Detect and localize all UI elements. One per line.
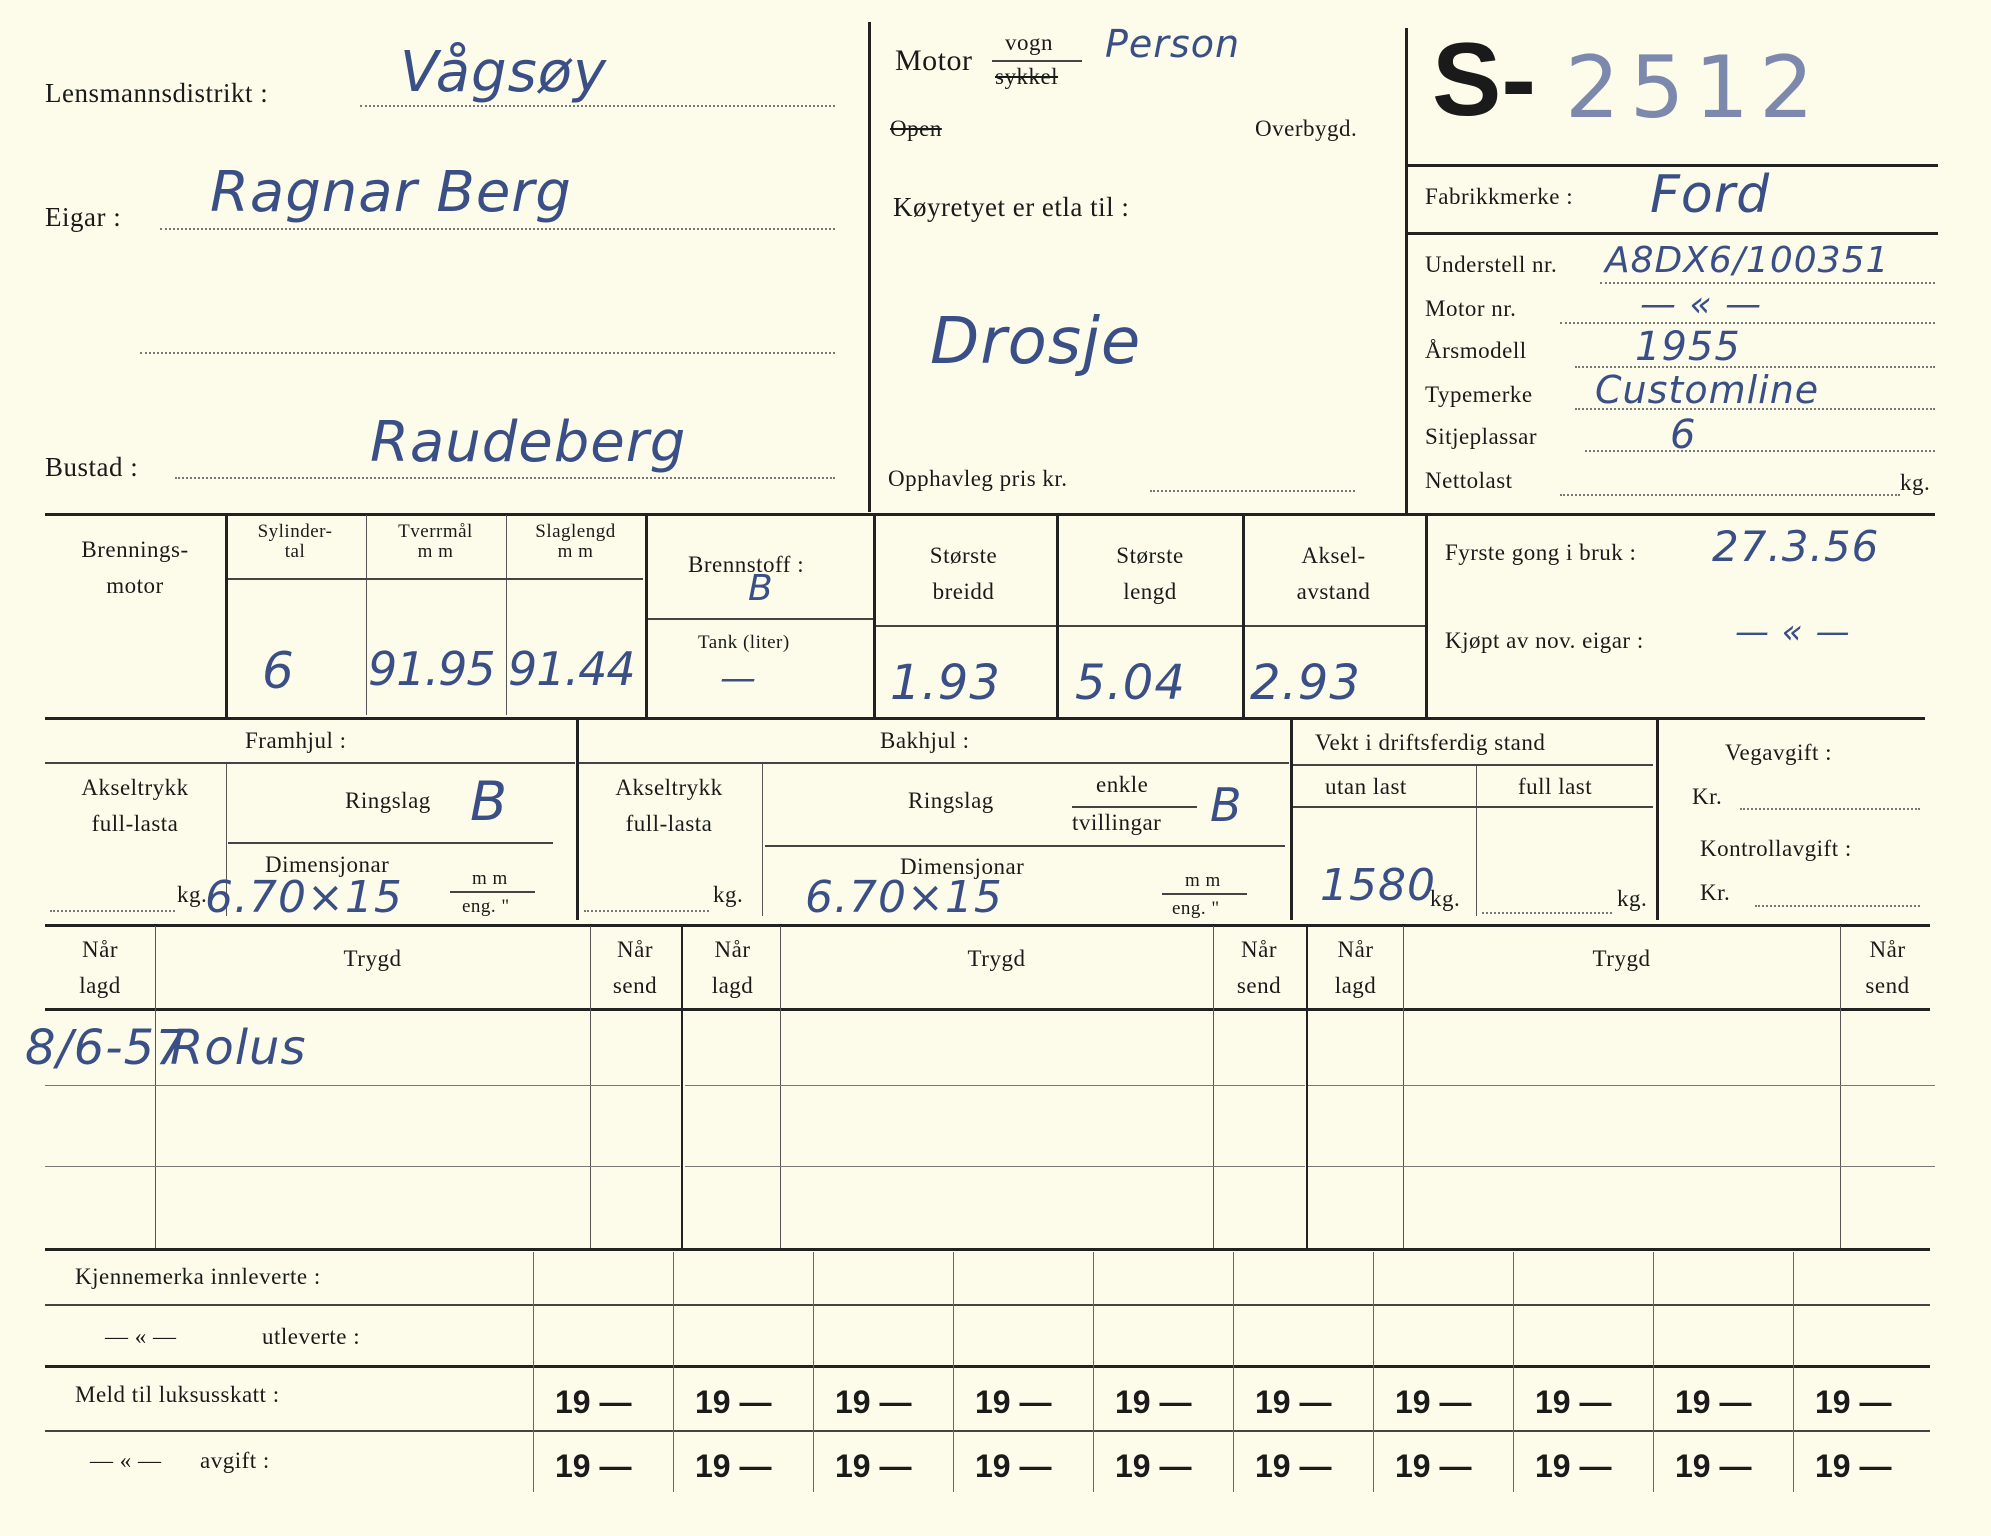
insurance-row1-date: 8/6-57	[25, 1020, 187, 1076]
net-load-line	[1560, 494, 1900, 496]
front-wheel-label: Framhjul :	[245, 728, 347, 753]
rear-ring-fraction	[1072, 806, 1197, 808]
engine-div-cyl	[366, 515, 367, 715]
rear-wheel-div	[762, 764, 763, 916]
fuel-tank-divider	[648, 618, 873, 620]
type-line	[1575, 408, 1935, 410]
axle-label: Aksel- avstand	[1296, 543, 1371, 604]
residence-value: Raudeberg	[370, 410, 687, 475]
district-line	[360, 105, 835, 107]
grid-col-divider	[533, 1252, 534, 1492]
owner-label: Eigar :	[45, 202, 122, 232]
luxury-report-label: Meld til luksusskatt :	[75, 1382, 280, 1407]
price-line	[1150, 490, 1355, 492]
insurance-row-line	[685, 1085, 1305, 1086]
grid-col-divider	[1793, 1252, 1794, 1492]
front-axle-kg: kg.	[177, 882, 208, 907]
rear-wheel-label: Bakhjul :	[880, 728, 970, 753]
grid-col-divider	[1093, 1252, 1094, 1492]
luxury-ditto: — « —	[90, 1448, 162, 1473]
rear-ring-value: B	[1210, 778, 1243, 832]
first-use-label: Fyrste gong i bruk :	[1445, 540, 1637, 565]
residence-line	[175, 477, 835, 479]
make-label: Fabrikkmerke :	[1425, 184, 1574, 209]
motor-fraction-line	[992, 60, 1082, 62]
length-divider	[1059, 625, 1242, 627]
owner-value: Ragnar Berg	[210, 160, 572, 225]
bought-label: Kjøpt av nov. eigar :	[1445, 628, 1644, 653]
grid-col-divider	[1373, 1252, 1374, 1492]
engine-type-label: Brennings- motor	[81, 537, 189, 598]
luxury-year-fee: 19 —	[1675, 1448, 1752, 1484]
insurance-trygd-header: Trygd	[967, 946, 1026, 971]
insurance-trygd-header: Trygd	[1592, 946, 1651, 971]
length-value: 5.04	[1075, 655, 1186, 711]
district-value: Vågsøy	[400, 40, 608, 105]
bore-value: 91.95	[368, 642, 495, 696]
full-load-kg: kg.	[1617, 886, 1648, 911]
front-ring-value: B	[470, 770, 509, 833]
insurance-col-divider	[590, 926, 591, 1248]
motor-label: Motor	[895, 44, 973, 77]
seats-label: Sitjeplassar	[1425, 424, 1538, 449]
no-load-value: 1580	[1320, 860, 1436, 911]
insurance-group-divider	[681, 926, 683, 1248]
wheels-div-1	[576, 720, 579, 920]
engine-subheader-line	[228, 578, 643, 580]
wheels-div-3	[1656, 720, 1659, 920]
rear-ring-divider	[765, 845, 1285, 847]
rear-dim-value: 6.70×15	[805, 872, 1003, 923]
motor-value: Person	[1105, 22, 1241, 66]
net-load-unit: kg.	[1900, 470, 1931, 495]
front-dim-label: Dimensjonar	[265, 852, 390, 877]
engine-div-5	[1242, 515, 1245, 717]
tank-value: —	[720, 658, 757, 699]
grid-col-divider	[953, 1252, 954, 1492]
luxury-fee-label: avgift :	[200, 1448, 270, 1473]
insurance-row-line	[1308, 1166, 1935, 1167]
rear-dim-eng: eng. "	[1172, 898, 1220, 919]
front-dim-value: 6.70×15	[205, 872, 403, 923]
stroke-value: 91.44	[508, 642, 635, 696]
insurance-row-line	[1308, 1085, 1935, 1086]
price-label: Opphavleg pris kr.	[888, 466, 1068, 491]
width-label: Største breidd	[929, 543, 998, 604]
luxury-year-fee: 19 —	[1395, 1448, 1472, 1484]
owner-line-2	[140, 352, 835, 354]
rear-axle-load-label: Akseltrykk full-lasta	[615, 775, 723, 836]
luxury-year-report: 19 —	[1675, 1384, 1752, 1420]
bought-value: — « —	[1735, 612, 1851, 652]
front-ring-divider	[228, 842, 553, 844]
rear-dim-mm: m m	[1185, 870, 1221, 891]
luxury-year-report: 19 —	[835, 1384, 912, 1420]
motor-sykkel: sykkel	[995, 64, 1059, 89]
tank-label: Tank (liter)	[698, 632, 790, 653]
cyl-label: Sylinder- tal	[257, 521, 333, 562]
luxury-year-report: 19 —	[695, 1384, 772, 1420]
stroke-label: Slaglengd m m	[535, 521, 616, 562]
plates-returned-label: Kjennemerka innleverte :	[75, 1264, 321, 1289]
front-ring-label: Ringslag	[345, 788, 431, 813]
luxury-year-report: 19 —	[975, 1384, 1052, 1420]
no-load-kg: kg.	[1430, 886, 1461, 911]
insurance-col-divider	[155, 926, 156, 1248]
luxury-year-fee: 19 —	[695, 1448, 772, 1484]
insurance-col-divider	[1213, 926, 1214, 1248]
intended-use-value: Drosje	[930, 305, 1142, 379]
fuel-label: Brennstoff :	[688, 552, 805, 577]
luxury-year-fee: 19 —	[1815, 1448, 1892, 1484]
overbygd-label: Overbygd.	[1255, 116, 1358, 141]
type-label: Typemerke	[1425, 382, 1533, 407]
motor-no-value: — « —	[1640, 284, 1763, 325]
insurance-sent-header: Når send	[1865, 937, 1910, 998]
front-axle-load-label: Akseltrykk full-lasta	[81, 775, 189, 836]
insurance-head-border	[45, 1008, 1930, 1011]
no-load-label: utan last	[1325, 774, 1407, 799]
insurance-sent-header: Når send	[612, 937, 658, 998]
grid-col-divider	[1653, 1252, 1654, 1492]
make-value: Ford	[1650, 165, 1771, 225]
length-label: Største lengd	[1116, 543, 1184, 604]
plates-mid-line	[45, 1304, 1930, 1306]
owner-line	[160, 228, 835, 230]
wheels-div-2	[1290, 720, 1293, 920]
road-tax-line	[1740, 808, 1920, 810]
front-dim-fraction	[450, 891, 535, 893]
first-use-value: 27.3.56	[1712, 522, 1880, 571]
rear-dim-label: Dimensjonar	[900, 854, 1025, 879]
rear-ring-label: Ringslag	[908, 788, 994, 813]
width-divider	[876, 625, 1056, 627]
weight-label: Vekt i driftsferdig stand	[1315, 730, 1546, 755]
engine-top-border	[45, 513, 1935, 516]
type-value: Customline	[1595, 368, 1820, 412]
luxury-mid-line	[45, 1430, 1930, 1432]
luxury-year-report: 19 —	[1115, 1384, 1192, 1420]
control-tax-kr: Kr.	[1700, 880, 1731, 905]
insurance-col-divider	[780, 926, 781, 1248]
grid-col-divider	[673, 1252, 674, 1492]
intended-use-label: Køyretyet er etla til :	[893, 192, 1130, 222]
width-value: 1.93	[890, 655, 1001, 711]
insurance-bottom-border	[45, 1248, 1930, 1251]
insurance-laid-header: Når lagd	[79, 937, 121, 998]
luxury-year-report: 19 —	[555, 1384, 632, 1420]
luxury-year-report: 19 —	[1395, 1384, 1472, 1420]
motor-no-label: Motor nr.	[1425, 296, 1517, 321]
luxury-year-fee: 19 —	[555, 1448, 632, 1484]
motor-vogn: vogn	[1005, 30, 1053, 55]
weight-div	[1476, 766, 1477, 916]
full-load-line	[1482, 912, 1612, 914]
insurance-col-divider	[1840, 926, 1841, 1248]
rear-wheel-head-line	[579, 762, 1289, 764]
engine-div-bore	[506, 515, 507, 715]
grid-col-divider	[813, 1252, 814, 1492]
fuel-value: B	[748, 568, 774, 609]
chassis-value: A8DX6/100351	[1605, 240, 1890, 281]
luxury-year-report: 19 —	[1535, 1384, 1612, 1420]
reg-number: 2512	[1565, 38, 1824, 138]
weight-sub-line	[1293, 806, 1653, 808]
plates-issued-label: utleverte :	[262, 1324, 361, 1349]
grid-col-divider	[1233, 1252, 1234, 1492]
road-tax-label: Vegavgift :	[1725, 740, 1833, 765]
front-axle-load-line	[50, 910, 175, 912]
net-load-label: Nettolast	[1425, 468, 1513, 493]
axle-value: 2.93	[1250, 655, 1361, 711]
open-label: Open	[890, 116, 942, 141]
control-tax-label: Kontrollavgift :	[1700, 836, 1852, 861]
rear-axle-kg: kg.	[713, 882, 744, 907]
grid-col-divider	[1513, 1252, 1514, 1492]
full-load-label: full last	[1518, 774, 1593, 799]
motor-no-line	[1560, 322, 1935, 324]
luxury-year-report: 19 —	[1815, 1384, 1892, 1420]
engine-bottom-border	[45, 717, 1925, 720]
make-underline	[1408, 232, 1938, 235]
luxury-year-fee: 19 —	[835, 1448, 912, 1484]
front-wheel-head-line	[45, 762, 575, 764]
control-tax-line	[1755, 905, 1920, 907]
luxury-year-report: 19 —	[1255, 1384, 1332, 1420]
engine-div-2	[645, 515, 648, 717]
chassis-label: Understell nr.	[1425, 252, 1558, 277]
plates-ditto: — « —	[105, 1324, 177, 1349]
insurance-laid-header: Når lagd	[711, 937, 754, 998]
axle-divider	[1245, 625, 1425, 627]
insurance-col-divider	[1403, 926, 1404, 1248]
insurance-sent-header: Når send	[1236, 937, 1282, 998]
insurance-trygd-header: Trygd	[343, 946, 402, 971]
seats-value: 6	[1670, 412, 1697, 458]
insurance-row-line	[685, 1166, 1305, 1167]
residence-label: Bustad :	[45, 452, 139, 482]
engine-div-4	[1056, 515, 1059, 717]
front-dim-eng: eng. "	[462, 896, 510, 917]
front-dim-mm: m m	[472, 868, 508, 889]
plates-bottom-border	[45, 1365, 1930, 1368]
rear-axle-load-line	[584, 910, 709, 912]
top-divider-2	[1405, 28, 1408, 513]
bore-label: Tverrmål m m	[398, 521, 473, 562]
road-tax-kr: Kr.	[1692, 784, 1723, 809]
insurance-laid-header: Når lagd	[1334, 937, 1377, 998]
rear-twin-label: tvillingar	[1072, 810, 1162, 835]
engine-div-1	[225, 515, 228, 717]
weight-head-line	[1293, 764, 1653, 766]
model-year-label: Årsmodell	[1425, 338, 1527, 363]
seats-line	[1585, 450, 1935, 452]
luxury-year-fee: 19 —	[1535, 1448, 1612, 1484]
luxury-year-fee: 19 —	[1115, 1448, 1192, 1484]
insurance-row-line	[45, 1166, 680, 1167]
reg-prefix: S-	[1432, 22, 1536, 138]
district-label: Lensmannsdistrikt :	[45, 78, 269, 108]
engine-div-6	[1425, 515, 1428, 717]
top-divider-1	[868, 22, 871, 512]
insurance-row-line	[45, 1085, 680, 1086]
rear-dim-fraction	[1162, 893, 1247, 895]
luxury-year-fee: 19 —	[1255, 1448, 1332, 1484]
insurance-top-border	[45, 924, 1930, 927]
insurance-row1-insurer: Rolus	[170, 1020, 307, 1076]
cyl-value: 6	[262, 642, 295, 700]
luxury-year-fee: 19 —	[975, 1448, 1052, 1484]
rear-single-label: enkle	[1096, 772, 1149, 797]
model-year-value: 1955	[1635, 324, 1741, 370]
